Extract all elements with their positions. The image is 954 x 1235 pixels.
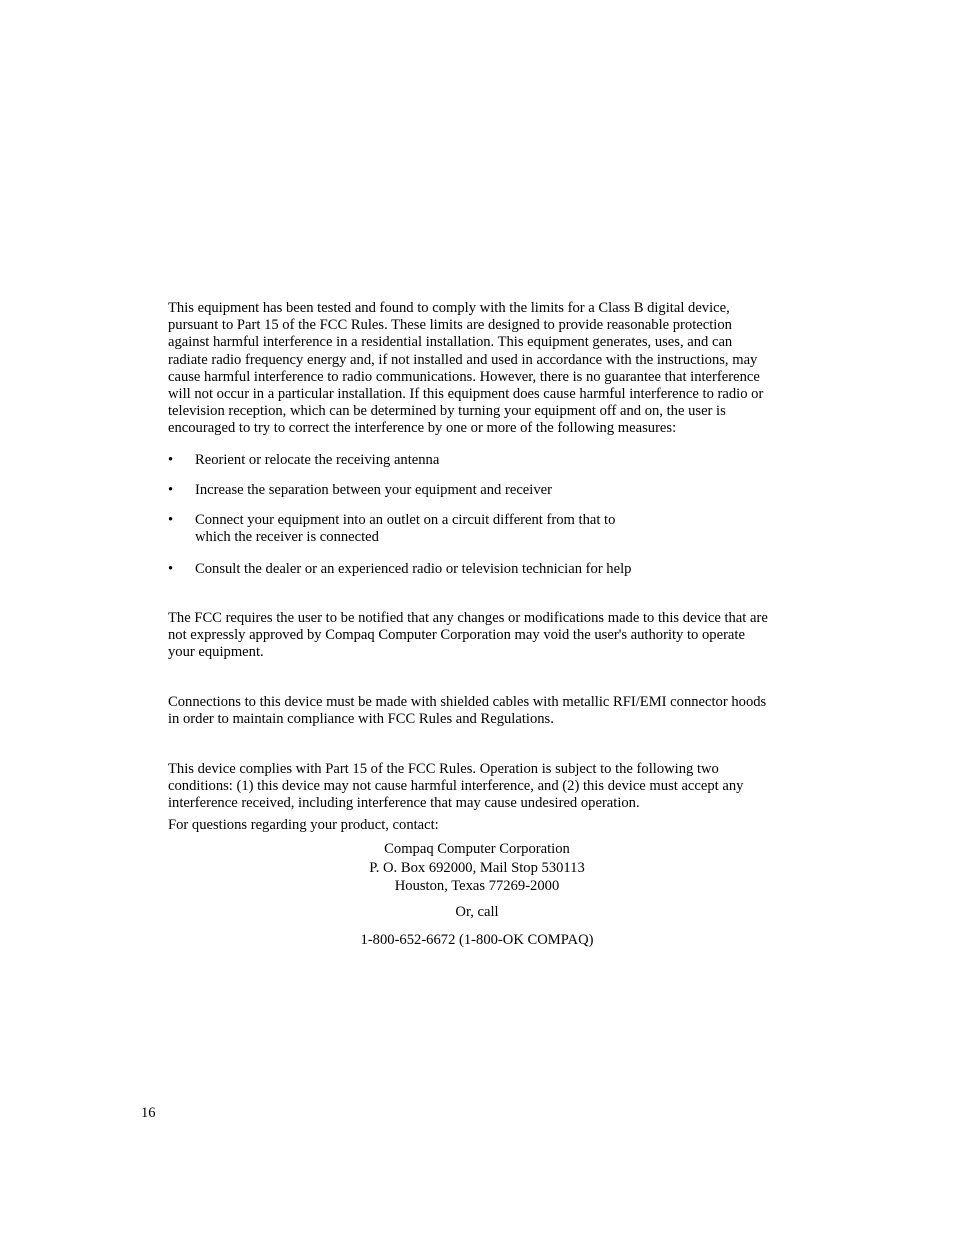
paragraph-line: interference received, including interference that may cause undesired operation. xyxy=(168,795,640,812)
paragraph-line: Connections to this device must be made with shielded cables with metallic RFI/EMI connector hoods xyxy=(168,694,767,710)
list-item-text: Connect your equipment into an outlet on a circuit different from that to which the receiver is connected xyxy=(195,512,616,546)
phone-number: 1-800-652-6672 (1-800-OK COMPAQ) xyxy=(360,932,594,948)
cables-notice-paragraph xyxy=(168,694,818,728)
paragraph-line: your equipment. xyxy=(168,644,264,661)
paragraph-line: will not occur in a particular installation. If this equipment does cause harmful interference to radio or xyxy=(168,386,764,403)
paragraph-line: The FCC requires the user to be notified that any changes or modifications made to this device that are xyxy=(168,610,768,626)
paragraph-line: radiate radio frequency energy and, if not installed and used in accordance with the instructions, may xyxy=(168,351,758,368)
bullet-icon: • xyxy=(168,452,174,468)
paragraph-line: in order to maintain compliance with FCC Rules and Regulations. xyxy=(168,711,554,728)
contact-intro: For questions regarding your product, contact: xyxy=(168,817,439,833)
paragraph-line: conditions: (1) this device may not cause harmful interference, and (2) this device must accept any xyxy=(168,778,744,795)
class-b-compliance-paragraph xyxy=(168,300,818,438)
paragraph-line: This device complies with Part 15 of the FCC Rules. Operation is subject to the following two xyxy=(168,761,719,777)
bullet-icon: • xyxy=(168,482,174,498)
address-line: Compaq Computer Corporation xyxy=(384,841,570,857)
company-address xyxy=(0,840,954,896)
bullet-icon: • xyxy=(168,561,174,577)
list-item-text: Increase the separation between your equipment and receiver xyxy=(195,482,552,498)
paragraph-line: This equipment has been tested and found to comply with the limits for a Class B digital device, xyxy=(168,300,730,316)
paragraph-line: not expressly approved by Compaq Computer Corporation may void the user's authority to operate xyxy=(168,627,745,644)
list-item-text: Reorient or relocate the receiving antenna xyxy=(195,452,440,468)
list-item-text: Consult the dealer or an experienced radio or television technician for help xyxy=(195,561,632,577)
paragraph-line: television reception, which can be determined by turning your equipment off and on, the user is xyxy=(168,403,726,420)
part15-declaration-paragraph xyxy=(168,761,818,813)
paragraph-line: pursuant to Part 15 of the FCC Rules. These limits are designed to provide reasonable protection xyxy=(168,317,732,334)
paragraph-line: cause harmful interference to radio communications. However, there is no guarantee that interference xyxy=(168,368,760,385)
or-call-label: Or, call xyxy=(455,904,499,920)
modifications-notice-paragraph xyxy=(168,610,818,662)
address-line: Houston, Texas 77269-2000 xyxy=(394,878,560,894)
bullet-icon: • xyxy=(168,512,174,528)
page-number: 16 xyxy=(141,1105,156,1121)
paragraph-line: encouraged to try to correct the interference by one or more of the following measures: xyxy=(168,420,677,437)
address-line: P. O. Box 692000, Mail Stop 530113 xyxy=(369,859,585,876)
paragraph-line: against harmful interference in a residential installation. This equipment generates, uses, and can xyxy=(168,334,733,351)
